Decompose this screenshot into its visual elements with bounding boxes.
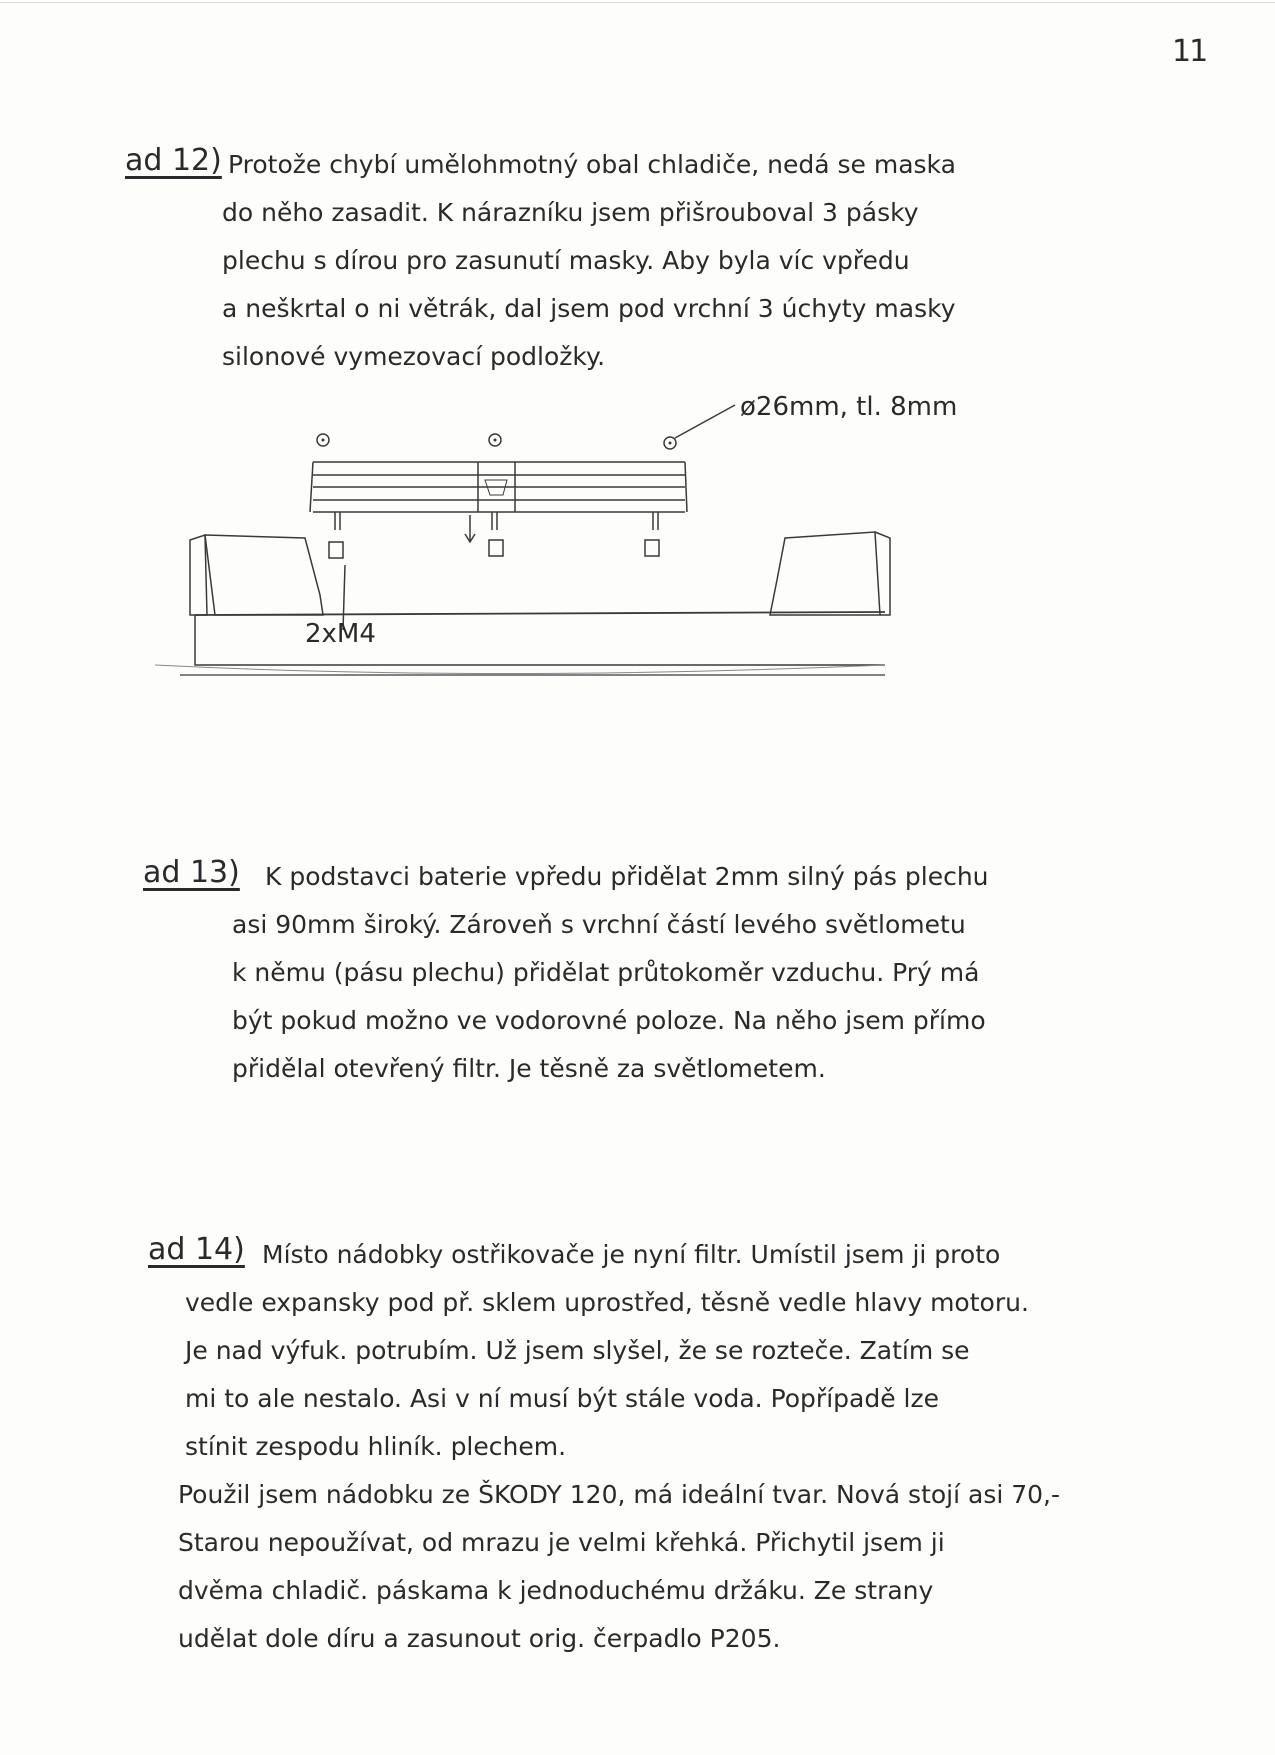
text-line: Protože chybí umělohmotný obal chladiče, nedá se maska [228,150,956,179]
text-line: udělat dole díru a zasunout orig. čerpadlo P205. [178,1624,781,1653]
section-heading: ad 14) [148,1232,245,1267]
grille-diagram [195,392,1095,740]
text-line: Starou nepoužívat, od mrazu je velmi křehká. Přichytil jsem ji [178,1528,945,1557]
text-line: asi 90mm široký. Zároveň s vrchní částí levého světlometu [232,910,966,939]
top-rule [0,2,1275,3]
page-number: 11 [1172,34,1207,69]
text-line: mi to ale nestalo. Asi v ní musí být stále voda. Popřípadě lze [185,1384,939,1413]
text-line: silonové vymezovací podložky. [222,342,606,371]
text-line: Použil jsem nádobku ze ŠKODY 120, má ideální tvar. Nová stojí asi 70,- [178,1480,1061,1509]
text-line: Je nad výfuk. potrubím. Už jsem slyšel, že se rozteče. Zatím se [185,1336,970,1365]
text-line: dvěma chladič. páskama k jednoduchému držáku. Ze strany [178,1576,934,1605]
text-line: K podstavci baterie vpředu přidělat 2mm silný pás plechu [265,862,989,891]
text-line: a neškrtal o ni větrák, dal jsem pod vrchní 3 úchyty masky [222,294,956,323]
text-line: přidělal otevřený filtr. Je těsně za světlometem. [232,1054,826,1083]
text-line: Místo nádobky ostřikovače je nyní filtr. Umístil jsem ji proto [262,1240,1001,1269]
bolt-label: 2xM4 [305,619,376,649]
text-line: vedle expansky pod př. sklem uprostřed, těsně vedle hlavy motoru. [185,1288,1029,1317]
washer-label: ø26mm, tl. 8mm [740,392,958,422]
section-heading: ad 13) [143,855,240,890]
text-line: plechu s dírou pro zasunutí masky. Aby byla víc vpředu [222,246,910,275]
text-line: do něho zasadit. K nárazníku jsem přišrouboval 3 pásky [222,198,919,227]
text-line: k němu (pásu plechu) přidělat průtokoměr vzduchu. Prý má [232,958,980,987]
text-line: být pokud možno ve vodorovné poloze. Na něho jsem přímo [232,1006,986,1035]
section-heading: ad 12) [125,143,222,178]
text-line: stínit zespodu hliník. plechem. [185,1432,567,1461]
